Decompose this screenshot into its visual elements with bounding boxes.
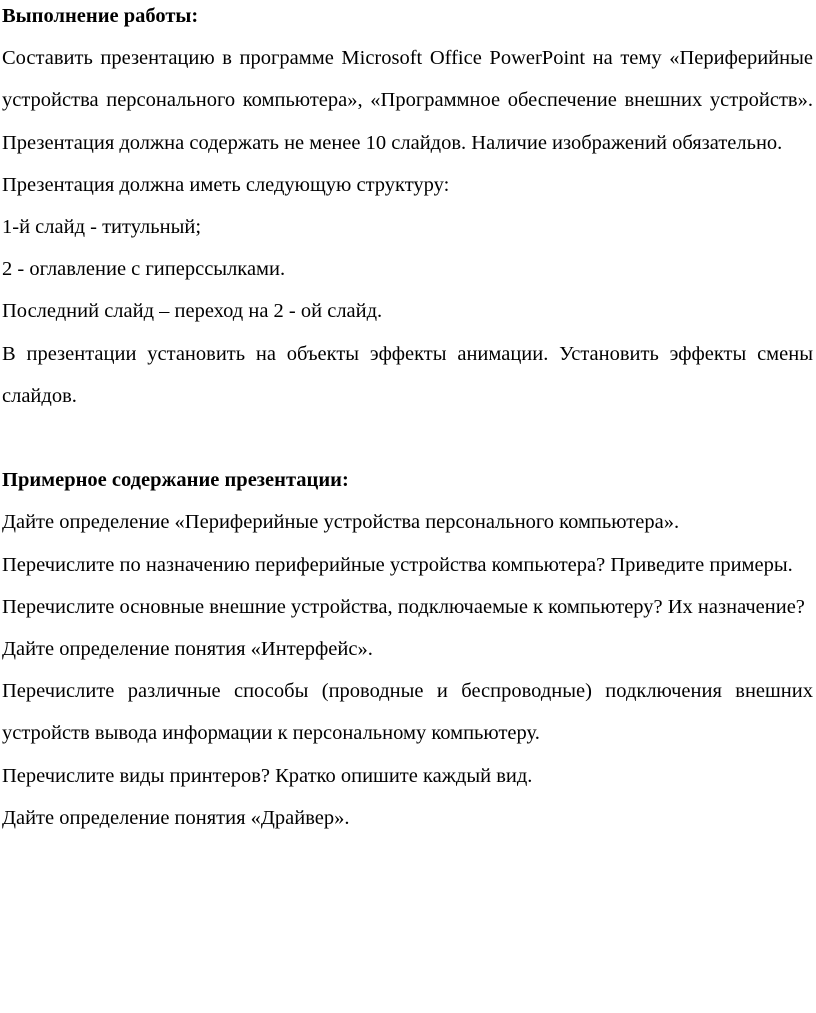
- animation-paragraph: В презентации установить на объекты эффекты анимации. Установить эффекты смены слайдов.: [2, 342, 813, 407]
- task-paragraph: Составить презентацию в программе Microsoft Office PowerPoint на тему «Периферийные устройства персонального компьютера», «Программное обеспечение внешних устройств». Презентация должна содержать не менее 10 слайдов. Наличие изображений обязательно.: [2, 47, 813, 154]
- work-execution-heading: Выполнение работы:: [2, 5, 199, 27]
- question-external-devices: Перечислите основные внешние устройства, подключаемые к компьютеру? Их назначение?: [2, 595, 805, 618]
- blank-line: [2, 417, 813, 459]
- structure-item-contents: 2 - оглавление с гиперссылками.: [2, 258, 286, 281]
- structure-item-title-slide: 1-й слайд - титульный;: [2, 216, 202, 239]
- question-peripheral-definition: Дайте определение «Периферийные устройства персонального компьютера».: [2, 511, 680, 534]
- question-interface-definition: Дайте определение понятия «Интерфейс».: [2, 638, 373, 661]
- sample-content-heading: Примерное содержание презентации:: [2, 469, 349, 492]
- question-connection-methods: Перечислите различные способы (проводные и беспроводные) подключения внешних устройств вывода информации к персональному компьютеру.: [2, 680, 813, 745]
- question-peripheral-purpose: Перечислите по назначению периферийные устройства компьютера? Приведите примеры.: [2, 553, 793, 576]
- question-driver-definition: Дайте определение понятия «Драйвер».: [2, 806, 350, 829]
- structure-item-last-slide: Последний слайд – переход на 2 - ой слайд.: [2, 300, 383, 323]
- question-printer-types: Перечислите виды принтеров? Кратко опишите каждый вид.: [2, 764, 533, 787]
- structure-intro: Презентация должна иметь следующую структуру:: [2, 173, 450, 196]
